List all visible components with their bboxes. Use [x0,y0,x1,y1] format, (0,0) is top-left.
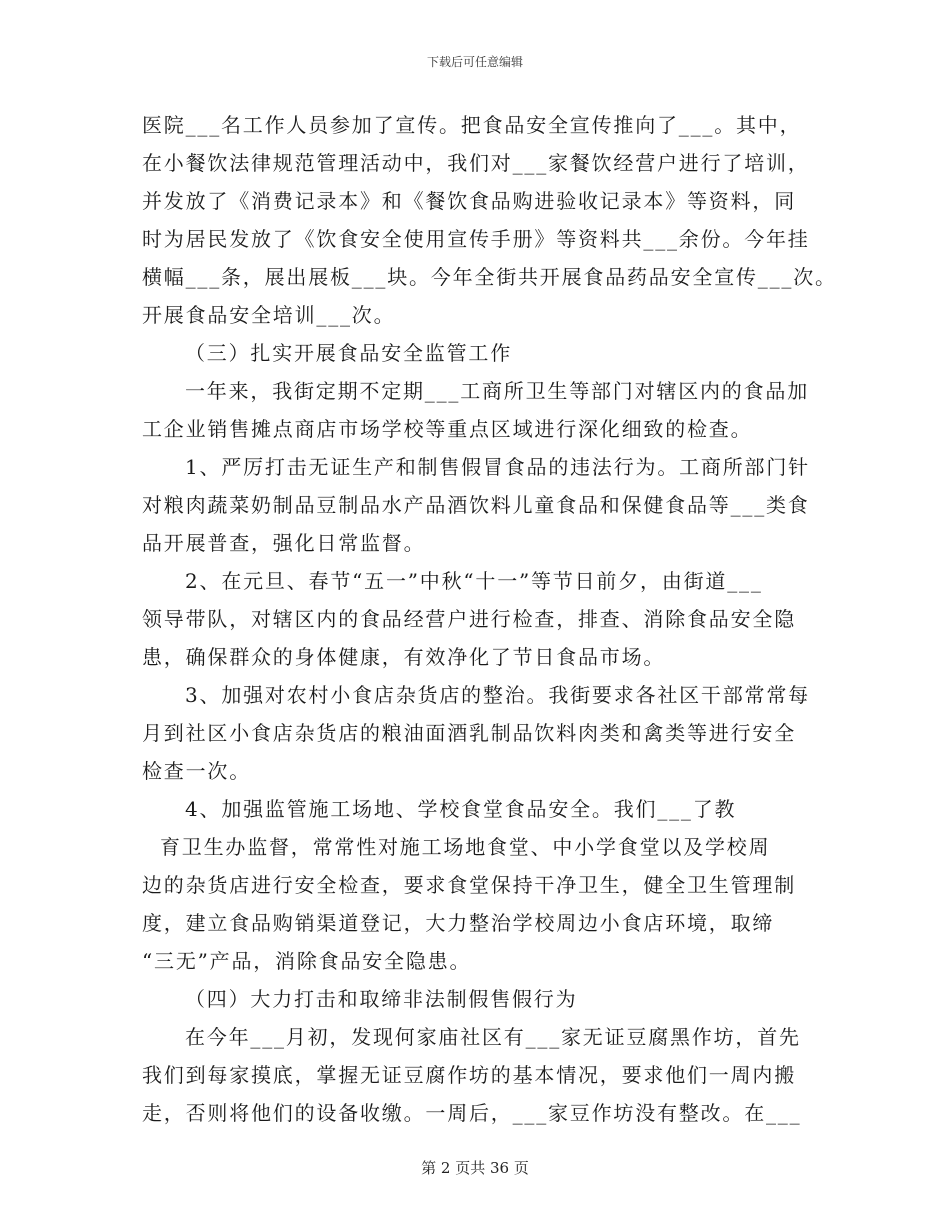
page-footer: 第 2 页共 36 页 [421,1159,529,1177]
text-line: 检查一次。 [142,759,251,783]
page-header: 下载后可任意编辑 [426,55,523,69]
text-line: 边的杂货店进行安全检查，要求食堂保持干净卫生，健全卫生管理制 [142,873,796,897]
text-line: 并发放了《消费记录本》和《餐饮食品购进验收记录本》等资料，同 [142,189,796,213]
text-line: 一年来，我街定期不定期___工商所卫生等部门对辖区内的食品加 [185,379,809,403]
section-heading: （四）大力打击和取缔非法制假售假行为 [185,987,578,1011]
text-line: 月到社区小食店杂货店的粮油面酒乳制品饮料肉类和禽类等进行安全 [142,721,796,745]
text-line: 我们到每家摸底，掌握无证豆腐作坊的基本情况，要求他们一周内搬 [142,1063,796,1087]
text-line: 在今年___月初，发现何家庙社区有___家无证豆腐黑作坊，首先 [185,1025,801,1049]
text-line: 患，确保群众的身体健康，有效净化了节日食品市场。 [142,645,666,669]
section-heading: （三）扎实开展食品安全监管工作 [185,341,512,365]
text-line: 对粮肉蔬菜奶制品豆制品水产品酒饮料儿童食品和保健食品等___类食 [142,493,810,517]
text-line: 开展食品安全培训___次。 [142,303,396,327]
text-line: 1、严厉打击无证生产和制售假冒食品的违法行为。工商所部门针 [185,455,810,479]
text-line: 横幅___条，展出展板___块。今年全街共开展食品药品安全宣传___次。 [142,265,837,289]
text-line: 在小餐饮法律规范管理活动中，我们对___家餐饮经营户进行了培训， [142,151,810,175]
text-line: “三无”产品，消除食品安全隐患。 [142,949,472,973]
text-line: 品开展普查，强化日常监督。 [142,531,426,555]
text-line: 工企业销售摊点商店市场学校等重点区域进行深化细致的检查。 [142,417,753,441]
text-line: 4、加强监管施工场地、学校食堂食品安全。我们___了教 [185,797,737,821]
text-line: 3、加强对农村小食店杂货店的整治。我街要求各社区干部常常每 [185,683,810,707]
text-line: 医院___名工作人员参加了宣传。把食品安全宣传推向了___。其中， [142,113,802,137]
text-line: 领导带队，对辖区内的食品经营户进行检查，排查、消除食品安全隐 [142,607,796,631]
text-line: 育卫生办监督，常常性对施工场地食堂、中小学食堂以及学校周 [160,835,771,859]
text-line: 度，建立食品购销渠道登记，大力整治学校周边小食店环境，取缔 [142,911,775,935]
text-line: 走，否则将他们的设备收缴。一周后，___家豆作坊没有整改。在___ [142,1101,802,1125]
text-line: 时为居民发放了《饮食安全使用宣传手册》等资料共___余份。今年挂 [142,227,810,251]
text-line: 2、在元旦、春节“五一”中秋“十一”等节日前夕，由街道___ [185,569,763,593]
